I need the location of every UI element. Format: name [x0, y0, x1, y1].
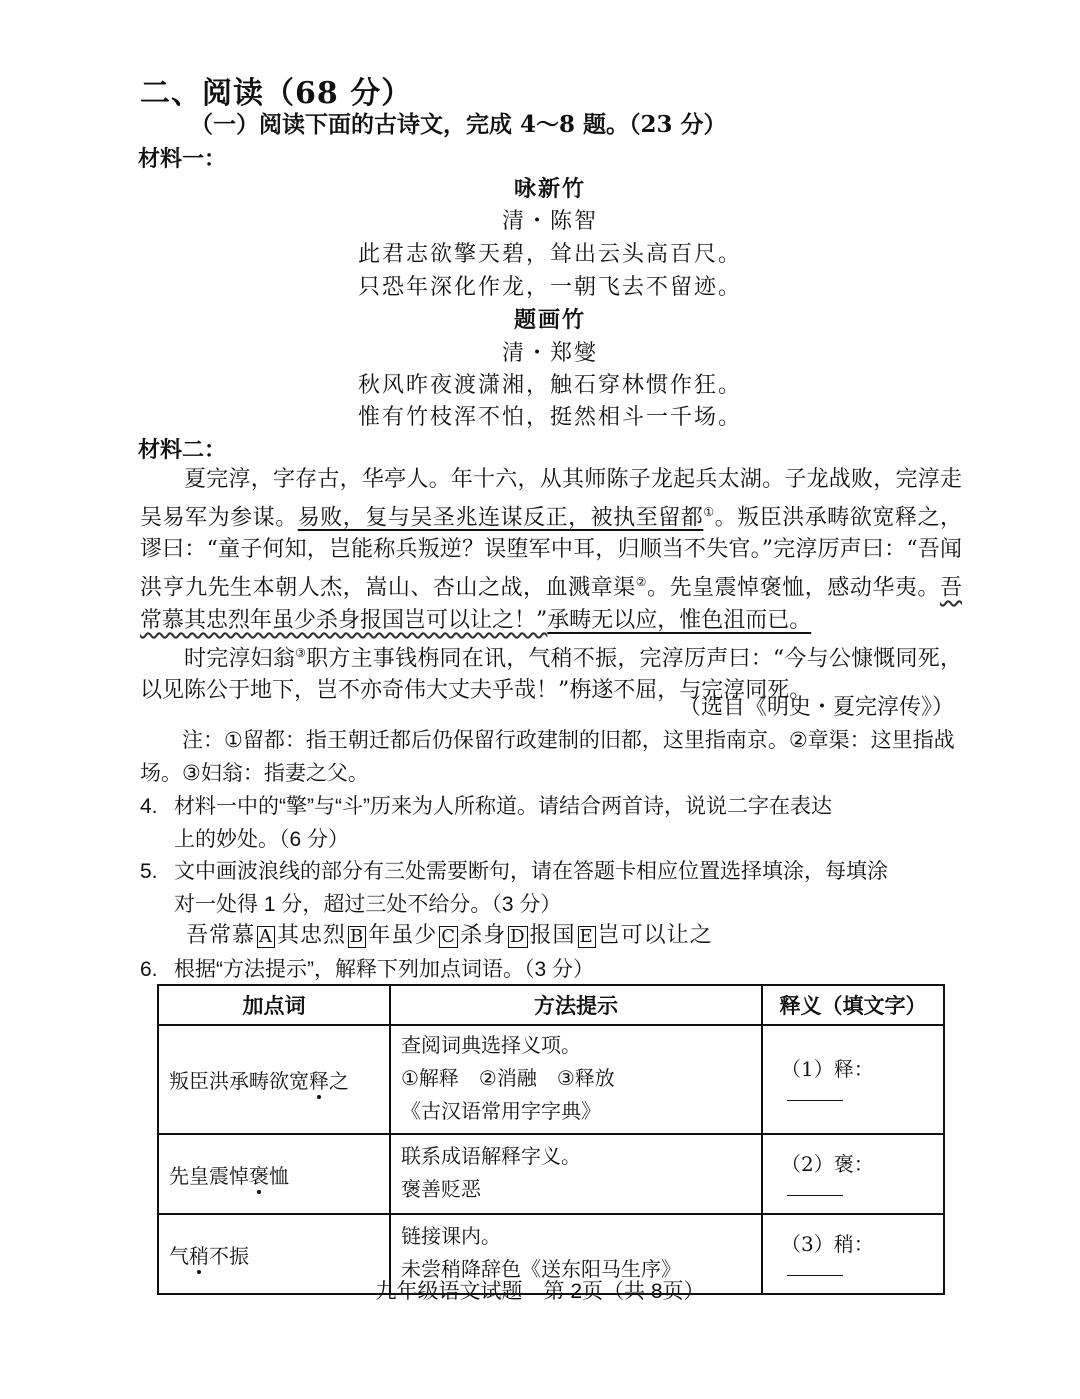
- passage-paragraph-2: 时完淳妇翁③职方主事钱栴同在讯，气稍不振，完淳厉声曰：“今与公慷慨同死，以见陈公于地下，岂不亦奇伟大丈夫乎哉！”栴遂不屈，与完淳同死。: [140, 645, 962, 703]
- row3-answer: （3）稍：: [762, 1214, 944, 1294]
- option-c-box[interactable]: C: [441, 926, 457, 947]
- question-4: 4. 材料一中的“擎”与“斗”历来为人所称道。请结合两首诗，说说二字在表达 上的妙处。（6 分）: [140, 795, 832, 851]
- material2-passage: [140, 464, 962, 707]
- row3-hint: 链接课内。 未尝稍降辞色《送东阳马生序》: [390, 1214, 762, 1294]
- poem1-author: 清・陈智: [501, 209, 598, 234]
- row3-word: 气稍不振: [158, 1214, 390, 1294]
- question-5: 5. 文中画波浪线的部分有三处需要断句，请在答题卡相应位置选择填涂，每填涂 对一处得 1 分，超过三处不给分。（3 分）: [140, 860, 888, 916]
- q5-sentence-options: 吾常慕 A 其忠烈 B 年虽少 C 杀身 D 报国 E 岂可以让之: [186, 923, 713, 948]
- row2-hint: 联系成语解释字义。 褒善贬恶: [390, 1134, 762, 1214]
- passage-source: （选自《明史・夏完淳传》）: [678, 695, 954, 720]
- material2-label: 材料二：: [138, 437, 227, 463]
- answer-blank-1[interactable]: [787, 1082, 843, 1101]
- poem1-line2: 只恐年深化作龙，一朝飞去不留迹。: [357, 275, 742, 300]
- row2-word: 先皇震悼褒恤: [158, 1134, 390, 1214]
- option-b-box[interactable]: B: [350, 926, 365, 947]
- question-6: 6. 根据“方法提示”，解释下列加点词语。（3 分）: [140, 958, 594, 981]
- underlined-sentence: 易败，复与吴圣兆连谋反正，被执至留都: [297, 505, 704, 531]
- row1-hint: 查阅词典选择义项。 ①解释 ②消融 ③释放 《古汉语常用字字典》: [390, 1025, 762, 1134]
- table-header-row: [158, 985, 944, 1025]
- header-hint: 方法提示: [390, 985, 762, 1025]
- footnotes: 注：①留都：指王朝迁都后仍保留行政建制的旧都，这里指南京。②章渠：这里指战场。③妇翁：指妻之父。: [140, 729, 955, 785]
- header-meaning: 释义（填文字）: [762, 985, 944, 1025]
- underlined-sentence-2: 承畴无以应，惟色沮而已。: [547, 607, 812, 633]
- row1-answer: （1）释：: [762, 1025, 944, 1134]
- row1-word: 叛臣洪承畴欲宽释之: [158, 1025, 390, 1134]
- header-word: 加点词: [158, 985, 390, 1025]
- option-a-box[interactable]: A: [259, 926, 274, 947]
- table-row: [158, 1134, 944, 1214]
- page-footer: 九年级语文试题 第 2页（共 8页）: [375, 1280, 705, 1303]
- answer-blank-2[interactable]: [787, 1177, 843, 1196]
- row2-answer: （2）褒：: [762, 1134, 944, 1214]
- option-e-box[interactable]: E: [579, 926, 594, 947]
- q6-table: [157, 984, 945, 1295]
- poem2-author: 清・郑燮: [501, 341, 598, 366]
- poem2-line1: 秋风昨夜渡潇湘，触石穿林惯作狂。: [357, 373, 742, 398]
- section-title: 二、阅读（68 分）: [140, 76, 413, 111]
- answer-blank-3[interactable]: [787, 1257, 843, 1276]
- poem1-title: 咏新竹: [513, 176, 586, 202]
- poem1-line1: 此君志欲擎天碧，耸出云头高百尺。: [357, 242, 742, 267]
- option-d-box[interactable]: D: [510, 926, 526, 947]
- table-row: [158, 1025, 944, 1134]
- passage-paragraph-1: 夏完淳，字存古，华亭人。年十六，从其师陈子龙起兵太湖。子龙战败，完淳走吴易军为参谋。易败，复与吴圣兆连谋反正，被执至留都①。叛臣洪承畴欲宽释之，谬曰：“童子何知，岂能称兵叛逆？误堕军中耳，归顺当不失官。”完淳厉声曰：“吾闻洪亨九先生本朝人杰，嵩山、杏山之战，血溅章渠②。先皇震悼褒恤，感动华夷。吾常慕其忠烈年虽少杀身报国岂可以让之！”承畴无以应，惟色沮而已。: [140, 467, 962, 633]
- material1-label: 材料一：: [138, 146, 227, 172]
- poem2-line2: 惟有竹枝浑不怕，挺然相斗一千场。: [357, 405, 742, 430]
- poem2-title: 题画竹: [513, 307, 586, 333]
- wavy-underlined-sentence: 吾常慕其忠烈年虽少杀身报国岂可以让之！”: [140, 575, 962, 633]
- subsection-title: （一）阅读下面的古诗文，完成 4～8 题。（23 分）: [190, 111, 727, 138]
